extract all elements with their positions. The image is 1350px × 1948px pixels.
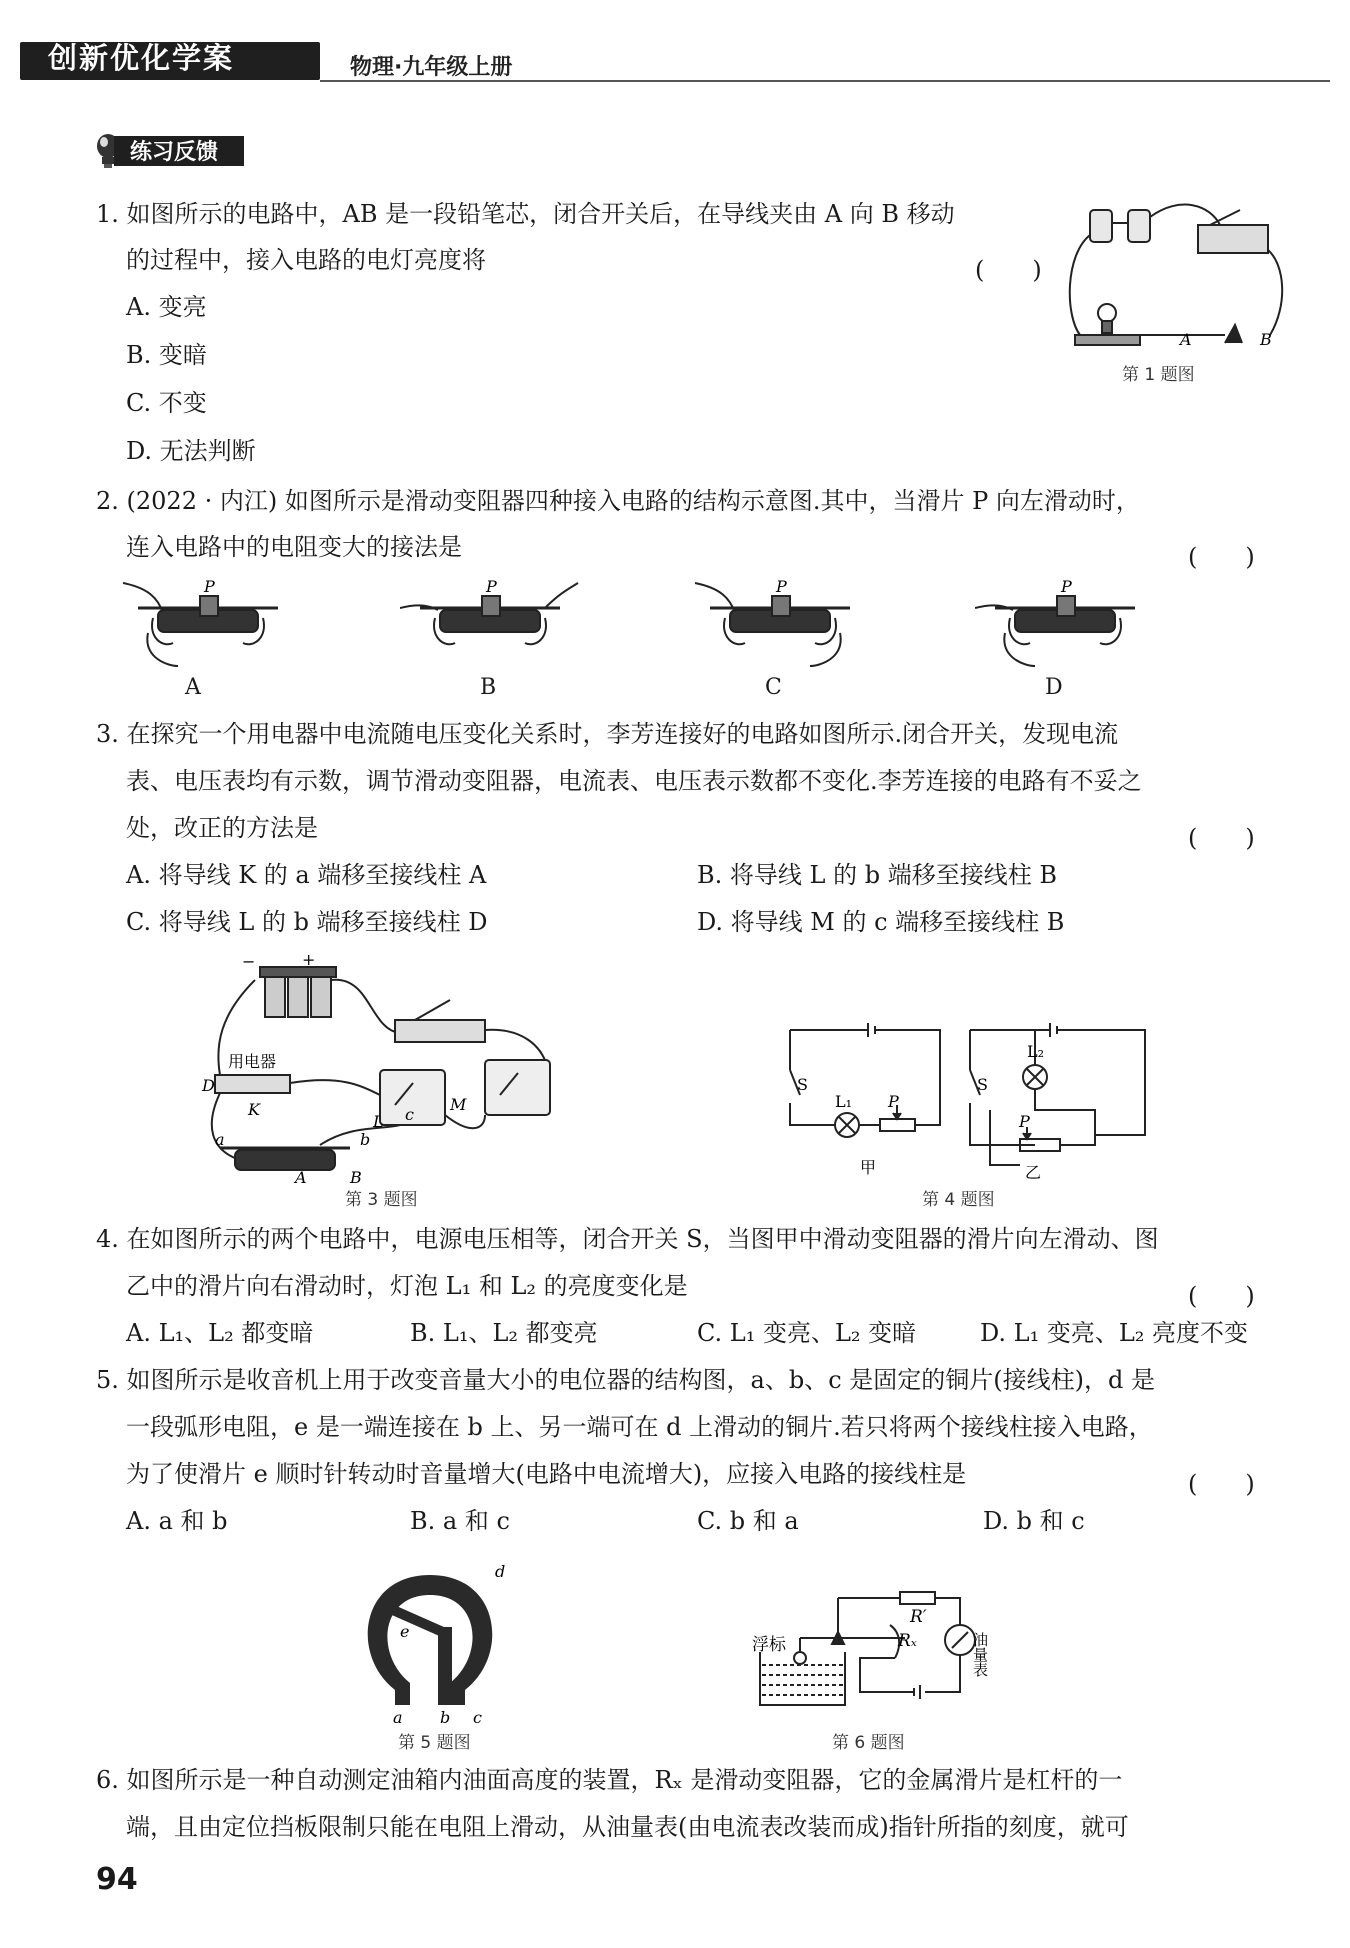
q3-label-M: M: [450, 1095, 467, 1114]
q6-label-rprime: R′: [910, 1607, 927, 1627]
q6-oil-gauge-figure: [750, 1570, 1010, 1725]
q5-answer-blank: ( ): [1188, 1470, 1255, 1498]
q1-line-1: 1. 如图所示的电路中，AB 是一段铅笔芯，闭合开关后，在导线夹由 A 向 B 移动: [96, 200, 955, 228]
q1-circuit-figure: [1060, 195, 1290, 355]
q1-option-b: B. 变暗: [126, 341, 207, 369]
q3-option-a: A. 将导线 K 的 a 端移至接线柱 A: [126, 861, 487, 889]
q1-option-a: A. 变亮: [126, 293, 207, 321]
q5-potentiometer-figure: [355, 1555, 515, 1725]
q2-figure-a-letter: A: [185, 675, 201, 700]
q5-label-a: a: [393, 1708, 403, 1725]
q3-plus-label: +: [302, 955, 316, 969]
q4-l1-label: L₁: [835, 1092, 853, 1111]
section-label: 练习反馈: [130, 140, 219, 165]
q3-line-1: 3. 在探究一个用电器中电流随电压变化关系时，李芳连接好的电路如图所示.闭合开关，发现电流: [96, 720, 1119, 748]
q3-label-c: c: [405, 1105, 414, 1124]
q4-line-1: 4. 在如图所示的两个电路中，电源电压相等，闭合开关 S，当图甲中滑动变阻器的滑片向左滑动、图: [96, 1225, 1159, 1253]
q3-label-B: B: [350, 1168, 362, 1185]
q2-figure-a: [118, 578, 298, 668]
q3-label-b: b: [360, 1130, 371, 1149]
q2-figure-c: [690, 578, 870, 668]
q4-circuit-figure: [775, 1015, 1155, 1180]
q3-line-2: 表、电压表均有示数，调节滑动变阻器，电流表、电压表示数都不变化.李芳连接的电路有不妥之: [126, 767, 1142, 795]
q3-label-D: D: [202, 1076, 215, 1095]
q1-option-d: D. 无法判断: [126, 437, 256, 465]
q5-label-c: c: [473, 1708, 482, 1725]
q4-jia-s-label: S: [797, 1075, 808, 1094]
q4-yi-label: 乙: [1025, 1163, 1042, 1180]
q5-option-d: D. b 和 c: [983, 1507, 1085, 1535]
q1-figure-caption: 第 1 题图: [1122, 365, 1195, 385]
q4-yi-s-label: S: [977, 1075, 988, 1094]
section-heading: [92, 132, 252, 168]
q2-figure-d: [975, 578, 1155, 668]
q3-option-b: B. 将导线 L 的 b 端移至接线柱 B: [697, 861, 1057, 889]
q2-line-2: 连入电路中的电阻变大的接法是: [126, 533, 462, 561]
q2-figure-b-letter: B: [480, 675, 497, 700]
page-header: [20, 38, 1330, 86]
q1-answer-blank: ( ): [975, 256, 1042, 284]
q5-option-c: C. b 和 a: [697, 1507, 799, 1535]
q4-option-c: C. L₁ 变亮、L₂ 变暗: [697, 1319, 917, 1347]
q4-jia-label: 甲: [860, 1158, 877, 1177]
q5-label-e: e: [400, 1622, 410, 1641]
q4-yi-p-label: P: [1019, 1112, 1030, 1131]
q6-label-meter: 油量表: [971, 1632, 989, 1677]
q2-figure-b: [400, 578, 580, 668]
q2-d-slider-label: P: [1061, 578, 1072, 596]
q5-label-b: b: [440, 1708, 451, 1725]
q5-line-2: 一段弧形电阻，e 是一端连接在 b 上、另一端可在 d 上滑动的铜片.若只将两个接线柱接入电路，: [126, 1413, 1153, 1441]
q4-jia-p-label: P: [888, 1092, 899, 1111]
q1-line-2: 的过程中，接入电路的电灯亮度将: [126, 246, 486, 274]
q2-answer-blank: ( ): [1188, 543, 1255, 571]
q5-figure-caption: 第 5 题图: [398, 1733, 471, 1753]
q3-circuit-figure: [200, 955, 570, 1185]
q2-figure-c-letter: C: [765, 675, 782, 700]
page-number: 94: [96, 1862, 138, 1897]
q4-line-2: 乙中的滑片向右滑动时，灯泡 L₁ 和 L₂ 的亮度变化是: [126, 1272, 688, 1300]
q6-figure-caption: 第 6 题图: [832, 1733, 905, 1753]
q3-figure-caption: 第 3 题图: [345, 1190, 418, 1210]
q5-option-b: B. a 和 c: [410, 1507, 510, 1535]
q6-line-2: 端，且由定位挡板限制只能在电阻上滑动，从油量表(由电流表改装而成)指针所指的刻度，就可: [126, 1813, 1129, 1841]
q6-line-1: 6. 如图所示是一种自动测定油箱内油面高度的装置，Rₓ 是滑动变阻器，它的金属滑片是杠杆的一: [96, 1766, 1123, 1794]
q4-option-b: B. L₁、L₂ 都变亮: [410, 1319, 598, 1347]
q2-c-slider-label: P: [776, 578, 787, 596]
q3-option-c: C. 将导线 L 的 b 端移至接线柱 D: [126, 908, 488, 936]
q5-option-a: A. a 和 b: [126, 1507, 228, 1535]
q3-answer-blank: ( ): [1188, 824, 1255, 852]
series-title: 创新优化学案: [48, 41, 235, 75]
q4-option-a: A. L₁、L₂ 都变暗: [126, 1319, 314, 1347]
q2-a-slider-label: P: [204, 578, 215, 596]
q3-option-d: D. 将导线 M 的 c 端移至接线柱 B: [697, 908, 1065, 936]
q3-label-a: a: [215, 1130, 225, 1149]
q5-line-1: 5. 如图所示是收音机上用于改变音量大小的电位器的结构图，a、b、c 是固定的铜片(接线柱)，d 是: [96, 1366, 1155, 1394]
q2-b-slider-label: P: [486, 578, 497, 596]
q3-label-A: A: [295, 1168, 307, 1185]
q1-label-b: B: [1260, 330, 1272, 349]
subject-title: 物理·九年级上册: [350, 55, 513, 80]
q6-label-float: 浮标: [752, 1635, 786, 1655]
q3-label-L: L: [373, 1112, 384, 1131]
q4-answer-blank: ( ): [1188, 1282, 1255, 1310]
q3-minus-label: −: [242, 955, 256, 971]
q4-l2-label: L₂: [1027, 1042, 1045, 1061]
q5-label-d: d: [495, 1562, 506, 1581]
q4-figure-caption: 第 4 题图: [922, 1190, 995, 1210]
header-rule: [320, 80, 1330, 82]
q2-line-1: 2. (2022 · 内江) 如图所示是滑动变阻器四种接入电路的结构示意图.其中，当滑片 P 向左滑动时，: [96, 487, 1140, 515]
q3-line-3: 处，改正的方法是: [126, 814, 318, 842]
q6-label-rx: Rₓ: [898, 1631, 917, 1651]
q2-figure-d-letter: D: [1045, 675, 1063, 700]
q1-option-c: C. 不变: [126, 389, 207, 417]
q4-option-d: D. L₁ 变亮、L₂ 亮度不变: [980, 1319, 1249, 1347]
q3-device-label: 用电器: [228, 1052, 277, 1071]
q3-label-K: K: [248, 1100, 260, 1119]
q1-label-a: A: [1180, 330, 1192, 349]
q5-line-3: 为了使滑片 e 顺时针转动时音量增大(电路中电流增大)，应接入电路的接线柱是: [126, 1460, 967, 1488]
